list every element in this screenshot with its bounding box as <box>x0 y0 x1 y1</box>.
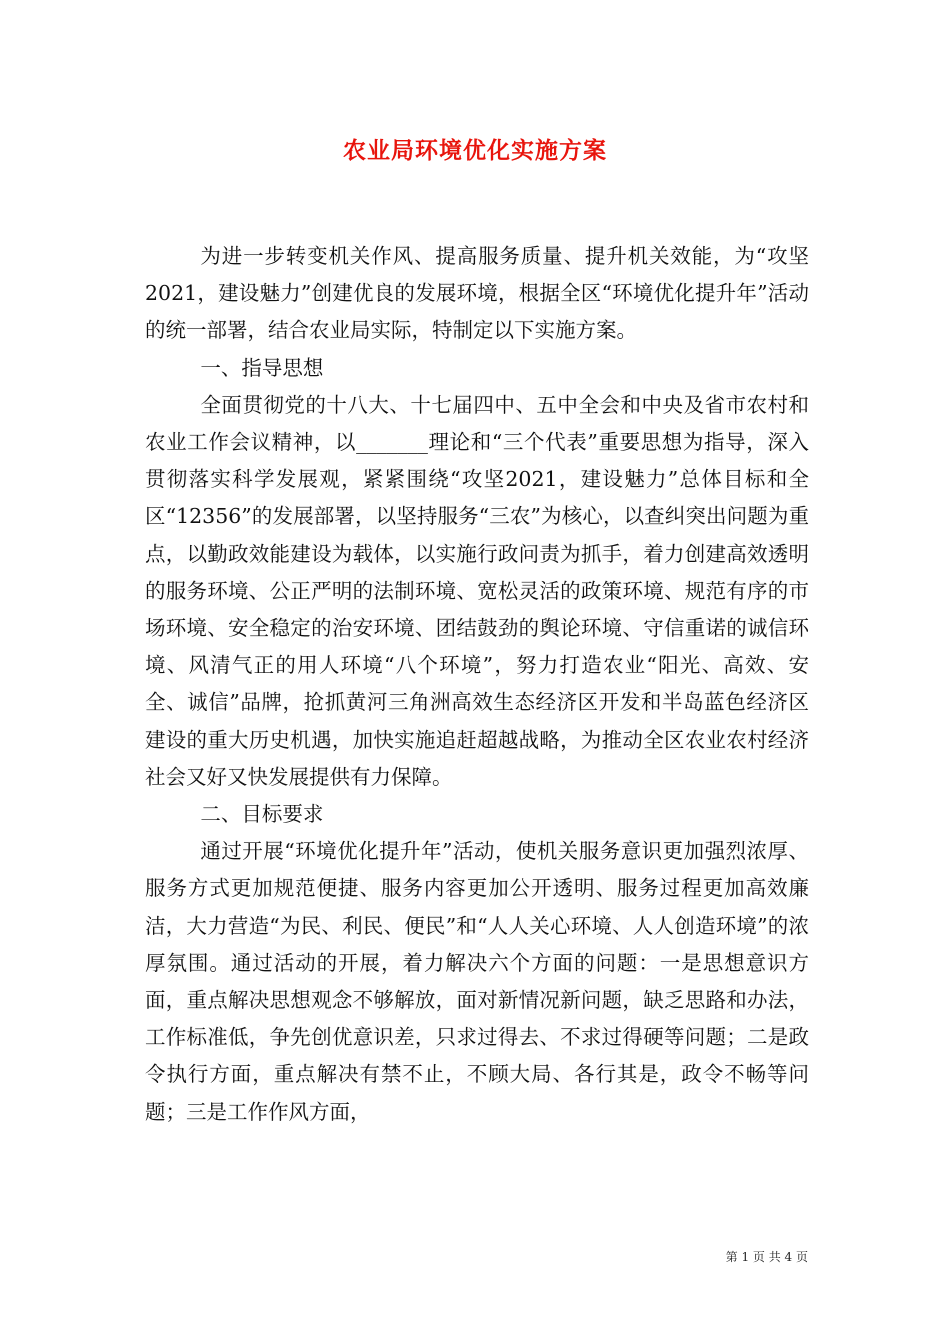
document-title: 农业局环境优化实施方案 <box>343 137 607 164</box>
goals-paragraph: 通过开展“环境优化提升年”活动，使机关服务意识更加强烈浓厚、服务方式更加规范便捷、服务内容更加公开透明、服务过程更加高效廉洁，大力营造“为民、利民、便民”和“人人关心环境、人人创造环境”的浓厚氛围。通过活动的开展，着力解决六个方面的问题：一是思想意识方面，重点解决思想观念不够解放，面对新情况新问题，缺乏思路和办法，工作标准低，争先创优意识差，只求过得去、不求过得硬等问题；二是政令执行方面，重点解决有禁不止，不顾大局、各行其是，政令不畅等问题；三是工作作风方面， <box>145 839 809 1124</box>
document-body <box>145 238 809 1131</box>
page-number: 第 1 页 共 4 页 <box>725 1250 808 1264</box>
intro-paragraph: 为进一步转变机关作风、提高服务质量、提升机关效能，为“攻坚2021，建设魅力”创建优良的发展环境，根据全区“环境优化提升年”活动的统一部署，结合农业局实际，特制定以下实施方案。 <box>145 244 809 343</box>
guiding-ideology-paragraph: 全面贯彻党的十八大、十七届四中、五中全会和中央及省市农村和农业工作会议精神，以_______理论和“三个代表”重要思想为指导，深入贯彻落实科学发展观，紧紧围绕“攻坚2021，建设魅力”总体目标和全区“12356”的发展部署，以坚持服务“三农”为核心，以查纠突出问题为重点，以勤政效能建设为载体，以实施行政问责为抓手，着力创建高效透明的服务环境、公正严明的法制环境、宽松灵活的政策环境、规范有序的市场环境、安全稳定的治安环境、团结鼓劲的舆论环境、守信重诺的诚信环境、风清气正的用人环境“八个环境”，努力打造农业“阳光、高效、安全、诚信”品牌，抢抓黄河三角洲高效生态经济区开发和半岛蓝色经济区建设的重大历史机遇，加快实施追赶超越战略，为推动全区农业农村经济社会又好又快发展提供有力保障。 <box>145 392 809 789</box>
section-heading-guiding-ideology: 一、指导思想 <box>200 355 324 380</box>
section-heading-goals: 二、目标要求 <box>200 802 324 827</box>
